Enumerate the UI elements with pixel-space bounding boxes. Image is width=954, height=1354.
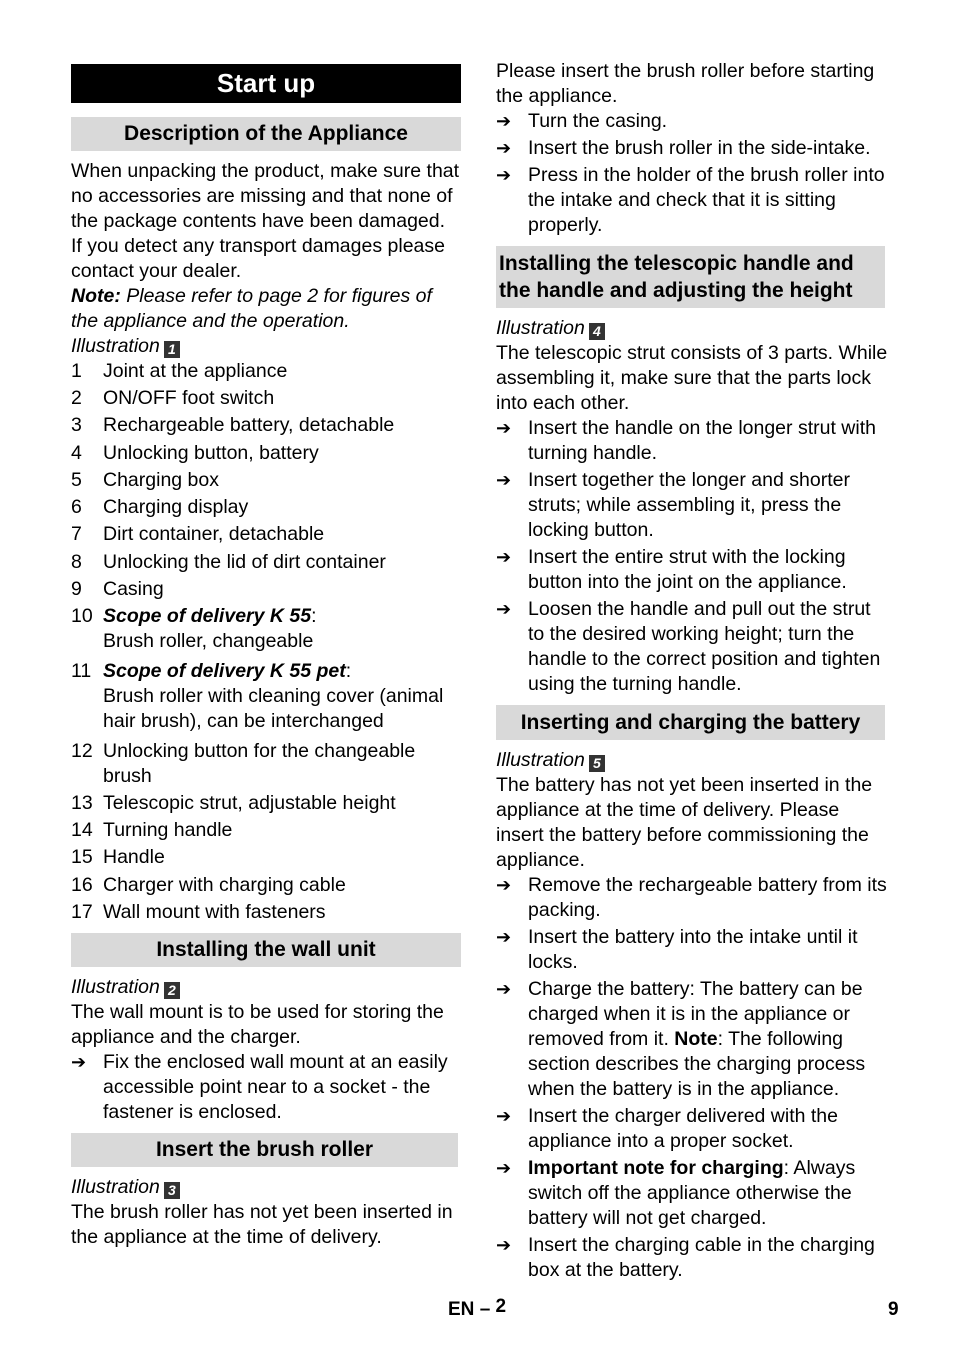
arrow-icon: ➔ (496, 1235, 512, 1255)
list-item: 16 Charger with charging cable (71, 874, 346, 896)
battery-block (496, 748, 888, 1285)
wall-text: The wall mount is to be used for storing the appliance and the charger. (71, 1001, 444, 1048)
list-item: 5 Charging box (71, 469, 219, 491)
step-item: ➔ Turn the casing. (496, 110, 668, 132)
step-item: ➔ Press in the holder of the brush roller into the intake and check that it is sitting properly. (496, 164, 885, 236)
section-heading-battery: Inserting and charging the battery (496, 705, 885, 740)
telescopic-text: The telescopic strut consists of 3 parts. While assembling it, make sure that the parts lock into each other. (496, 342, 888, 414)
intro-text: When unpacking the product, make sure that no accessories are missing and that none of the package contents have been damaged. If you detect any transport damages please contact your dealer. (71, 160, 460, 282)
illustration-ref-3: Illustration 3 (71, 1175, 461, 1200)
brush-continued-block (496, 59, 888, 240)
step-item: ➔ Insert together the longer and shorter struts; while assembling it, press the locking button. (496, 469, 850, 541)
arrow-icon: ➔ (496, 1106, 512, 1126)
step-item: ➔ Charge the battery: The battery can be charged when it is in the appliance or removed from it. Note: The following section describes the charging process when the battery is in the appliance. (496, 978, 866, 1100)
arrow-icon: ➔ (496, 599, 512, 619)
illustration-ref-2: Illustration 2 (71, 975, 461, 1000)
arrow-icon: ➔ (496, 979, 512, 999)
intro-block (71, 159, 461, 359)
arrow-icon: ➔ (496, 470, 512, 490)
section-heading-telescopic: Installing the telescopic handle and the handle and adjusting the height (496, 246, 885, 308)
list-item: 17 Wall mount with fasteners (71, 901, 326, 923)
arrow-icon: ➔ (71, 1052, 87, 1072)
parts-list (71, 359, 461, 927)
note-paragraph: Note: Please refer to page 2 for figures of the appliance and the operation. (71, 285, 432, 332)
arrow-icon: ➔ (496, 547, 512, 567)
step-item: ➔ Remove the rechargeable battery from its packing. (496, 874, 887, 921)
list-item: 3 Rechargeable battery, detachable (71, 414, 395, 436)
figure-number-badge: 3 (164, 1182, 180, 1199)
step-item: ➔ Insert the charger delivered with the appliance into a proper socket. (496, 1105, 839, 1152)
list-item: 2 ON/OFF foot switch (71, 387, 275, 409)
telescopic-block (496, 316, 888, 699)
list-item: 10 Scope of delivery K 55: Brush roller, changeable (71, 605, 317, 652)
list-item: 9 Casing (71, 578, 164, 600)
wall-block (71, 975, 461, 1125)
illustration-ref-4: Illustration 4 (496, 316, 888, 341)
figure-number-badge: 4 (589, 323, 605, 340)
step-item: ➔ Important note for charging: Always switch off the appliance otherwise the battery will not get charged. (496, 1157, 856, 1229)
step-item: ➔ Fix the enclosed wall mount at an easily accessible point near to a socket - the fastener is enclosed. (71, 1051, 448, 1123)
list-item: 6 Charging display (71, 496, 249, 518)
section-heading-brush-roller: Insert the brush roller (71, 1133, 458, 1167)
step-item: ➔ Loosen the handle and pull out the strut to the desired working height; turn the handle to the correct position and tighten using the turning handle. (496, 598, 881, 695)
arrow-icon: ➔ (496, 927, 512, 947)
arrow-icon: ➔ (496, 138, 512, 158)
page-title: Start up (71, 64, 461, 103)
battery-text: The battery has not yet been inserted in the appliance at the time of delivery. Please insert the battery before commissioning the appliance. (496, 774, 873, 871)
list-item: 13 Telescopic strut, adjustable height (71, 792, 396, 814)
figure-number-badge: 5 (589, 755, 605, 772)
list-item: 8 Unlocking the lid of dirt container (71, 551, 386, 573)
list-item: 4 Unlocking button, battery (71, 442, 319, 464)
figure-number-badge: 2 (164, 982, 180, 999)
step-item: ➔ Insert the entire strut with the locking button into the joint on the appliance. (496, 546, 847, 593)
brush-text: The brush roller has not yet been inserted in the appliance at the time of delivery. (71, 1201, 453, 1248)
list-item: 15 Handle (71, 846, 165, 868)
brush-continued-text: Please insert the brush roller before starting the appliance. (496, 60, 875, 107)
list-item: 7 Dirt container, detachable (71, 523, 325, 545)
illustration-ref-5: Illustration 5 (496, 748, 888, 773)
brush-block (71, 1175, 461, 1250)
step-item: ➔ Insert the battery into the intake until it locks. (496, 926, 858, 973)
arrow-icon: ➔ (496, 111, 512, 131)
step-item: ➔ Insert the charging cable in the charging box at the battery. (496, 1234, 875, 1281)
arrow-icon: ➔ (496, 1158, 512, 1178)
list-item: 1 Joint at the appliance (71, 360, 288, 382)
list-item: 12 Unlocking button for the changeable brush (71, 740, 416, 787)
arrow-icon: ➔ (496, 875, 512, 895)
page-number: 9 (888, 1299, 899, 1320)
section-heading-description: Description of the Appliance (71, 117, 461, 151)
arrow-icon: ➔ (496, 165, 512, 185)
list-item: 11 Scope of delivery K 55 pet: Brush roller with cleaning cover (animal hair brush), can be interchanged (71, 660, 444, 732)
footer-language: EN – 2 (448, 1296, 507, 1320)
list-item: 14 Turning handle (71, 819, 233, 841)
arrow-icon: ➔ (496, 418, 512, 438)
section-heading-wall-unit: Installing the wall unit (71, 933, 461, 967)
step-item: ➔ Insert the handle on the longer strut with turning handle. (496, 417, 876, 464)
figure-number-badge: 1 (164, 341, 180, 358)
illustration-ref-1: Illustration 1 (71, 334, 461, 359)
step-item: ➔ Insert the brush roller in the side-intake. (496, 137, 871, 159)
